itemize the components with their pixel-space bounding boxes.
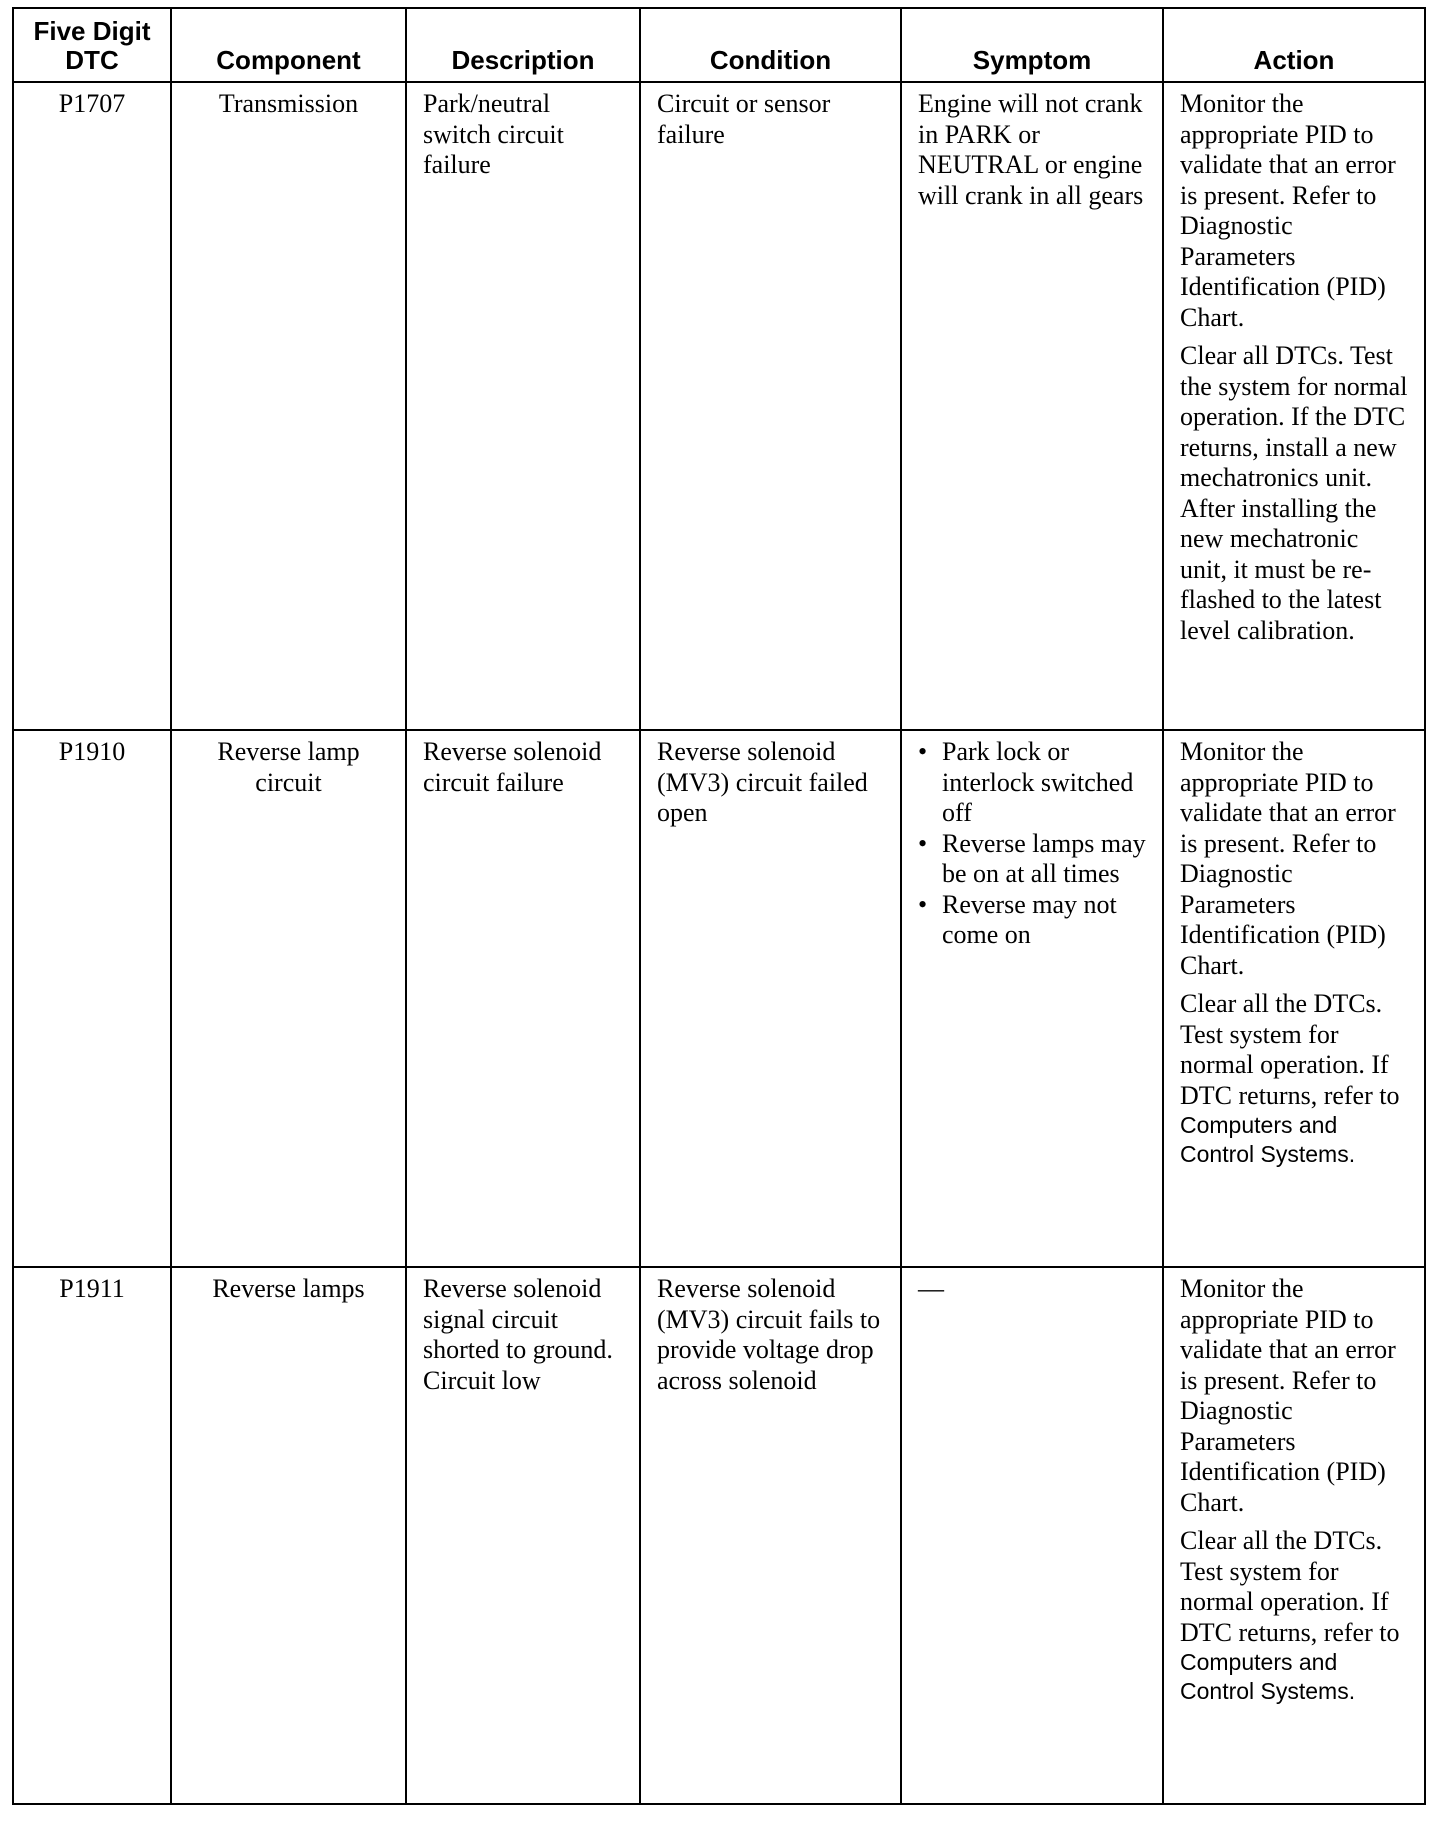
action-cell — [1163, 82, 1425, 730]
symptom-text: Park lock or interlock switched off — [942, 737, 1134, 827]
symptom-list-item — [918, 737, 1146, 829]
description-cell: Park/neutral switch circuit failure — [406, 82, 640, 730]
reference-link-line2[interactable]: Control Systems. — [1180, 1678, 1356, 1704]
dtc-table — [12, 7, 1426, 1805]
header-description: Description — [406, 8, 640, 82]
table-row — [13, 82, 1425, 730]
header-dtc-line2: DTC — [65, 45, 119, 75]
dtc-code-cell: P1707 — [13, 82, 171, 730]
condition-cell: Reverse solenoid (MV3) circuit failed open — [640, 730, 901, 1267]
symptom-list-item — [918, 829, 1146, 890]
symptom-text: Reverse may not come on — [942, 889, 1117, 949]
symptom-list-item — [918, 890, 1146, 951]
header-component: Component — [171, 8, 406, 82]
symptom-cell: Engine will not crank in PARK or NEUTRAL or engine will crank in all gears — [901, 82, 1163, 730]
dtc-code-cell: P1911 — [13, 1267, 171, 1804]
header-action: Action — [1163, 8, 1425, 82]
condition-cell: Circuit or sensor failure — [640, 82, 901, 730]
action-clear-text: Clear all the DTCs. Test system for normal operation. If DTC returns, refer to — [1180, 1526, 1400, 1647]
action-monitor-text: Monitor the appropriate PID to validate that an error is present. — [1180, 737, 1396, 858]
header-row — [13, 8, 1425, 82]
symptom-list — [918, 737, 1146, 951]
header-condition: Condition — [640, 8, 901, 82]
description-cell: Reverse solenoid circuit failure — [406, 730, 640, 1267]
header-dtc — [13, 8, 171, 82]
action-clear-paragraph — [1180, 1526, 1408, 1706]
component-cell: Transmission — [171, 82, 406, 730]
component-cell: Reverse lamp circuit — [171, 730, 406, 1267]
bullet-icon: • — [918, 889, 928, 919]
dtc-code-cell: P1910 — [13, 730, 171, 1267]
action-clear-paragraph: Clear all DTCs. Test the system for normal operation. If the DTC returns, install a new mechatronics unit. After installing the new mechatronic unit, it must be re-flashed to the latest level calibration. — [1180, 341, 1408, 645]
action-paragraph — [1180, 1274, 1408, 1518]
action-paragraph — [1180, 89, 1408, 333]
reference-link-line1[interactable]: Computers and — [1180, 1649, 1338, 1675]
table-row — [13, 730, 1425, 1267]
action-clear-text: Clear all the DTCs. Test system for normal operation. If DTC returns, refer to — [1180, 989, 1400, 1110]
description-cell: Reverse solenoid signal circuit shorted to ground. Circuit low — [406, 1267, 640, 1804]
table-row — [13, 1267, 1425, 1804]
condition-cell: Reverse solenoid (MV3) circuit fails to provide voltage drop across solenoid — [640, 1267, 901, 1804]
action-clear-paragraph — [1180, 989, 1408, 1169]
header-dtc-line1: Five Digit — [33, 16, 151, 46]
symptom-text: Reverse lamps may be on at all times — [942, 828, 1146, 888]
reference-link-line1[interactable]: Computers and — [1180, 1112, 1338, 1138]
action-cell — [1163, 1267, 1425, 1804]
symptom-cell — [901, 730, 1163, 1267]
component-cell: Reverse lamps — [171, 1267, 406, 1804]
action-refer-text: Refer to Diagnostic Parameters Identification (PID) Chart. — [1180, 180, 1386, 332]
action-monitor-text: Monitor the appropriate PID to validate that an error is present. — [1180, 1274, 1396, 1395]
action-cell — [1163, 730, 1425, 1267]
bullet-icon: • — [918, 737, 928, 766]
bullet-icon: • — [918, 828, 928, 858]
action-monitor-text: Monitor the appropriate PID to validate that an error is present. — [1180, 89, 1396, 210]
action-refer-text: Refer to Diagnostic Parameters Identification (PID) Chart. — [1180, 1365, 1386, 1517]
action-paragraph — [1180, 737, 1408, 981]
symptom-cell: — — [901, 1267, 1163, 1804]
action-refer-text: Refer to Diagnostic Parameters Identification (PID) Chart. — [1180, 828, 1386, 980]
reference-link-line2[interactable]: Control Systems. — [1180, 1141, 1356, 1167]
header-symptom: Symptom — [901, 8, 1163, 82]
